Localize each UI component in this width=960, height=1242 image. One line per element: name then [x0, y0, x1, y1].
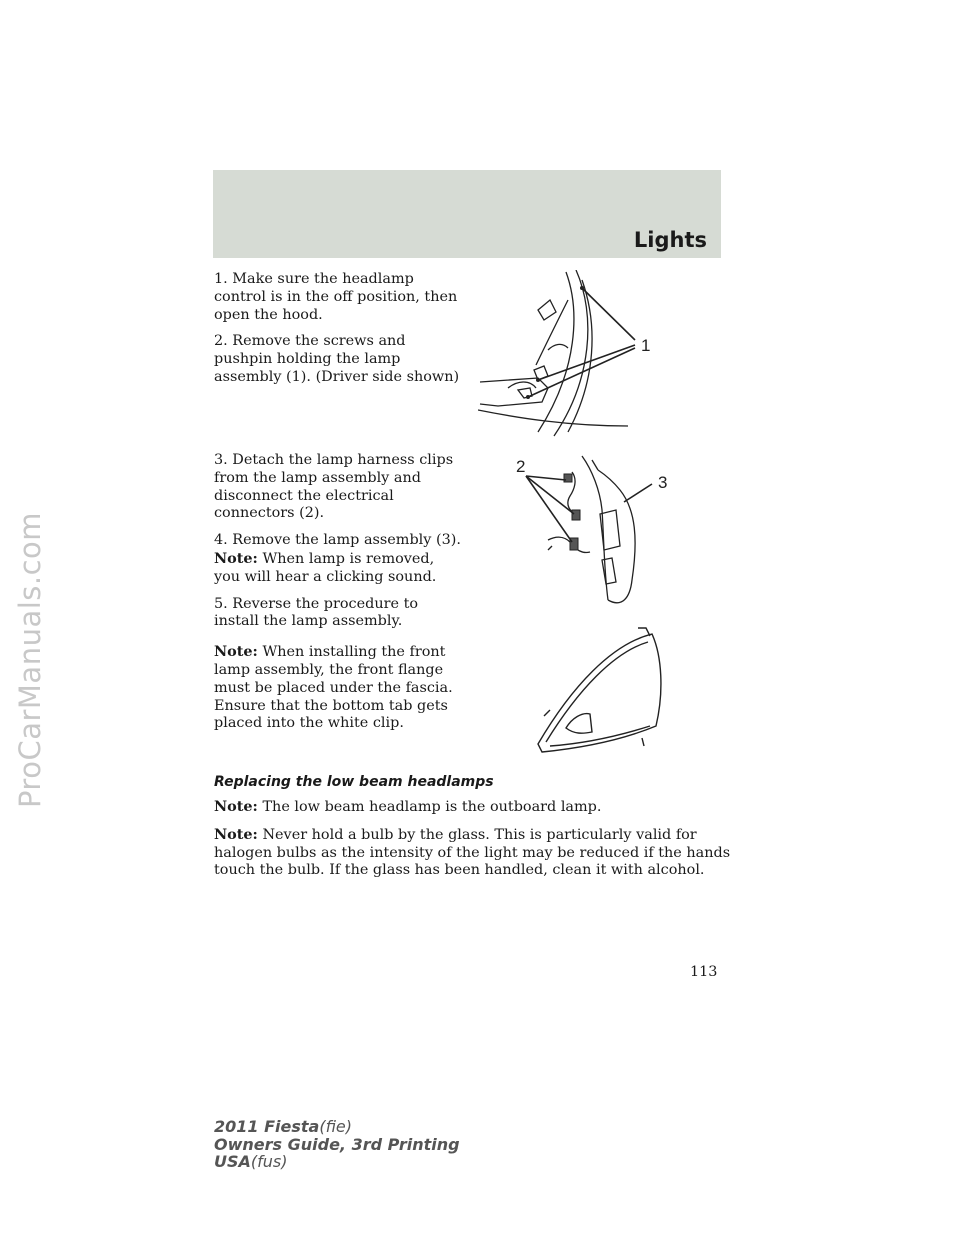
- subheading: Replacing the low beam headlamps: [214, 774, 494, 790]
- footer-model: 2011 Fiesta: [214, 1117, 320, 1136]
- footer-market-code: (fus): [250, 1152, 288, 1171]
- figure-lamp-screws: [478, 270, 668, 438]
- footer: [214, 1118, 460, 1171]
- page-number: 113: [690, 964, 718, 980]
- step-1: 1. Make sure the headlamp control is in the off position, then open the hood.: [214, 271, 458, 323]
- note-outboard-label: Note:: [214, 798, 258, 815]
- figure-lamp-assembly: [532, 626, 672, 760]
- step-4-note-label: Note:: [214, 549, 258, 567]
- footer-market: USA: [214, 1152, 251, 1171]
- install-note: [214, 643, 464, 733]
- callout-3: 3: [658, 473, 668, 492]
- step-2: 2. Remove the screws and pushpin holding the lamp assembly (1). (Driver side shown): [214, 333, 460, 385]
- step-4-note: When lamp is removed, you will hear a clicking sound.: [214, 550, 437, 585]
- footer-line-guide: [214, 1136, 460, 1154]
- callout-2: 2: [516, 457, 526, 476]
- footer-guide: Owners Guide, 3rd Printing: [214, 1134, 460, 1154]
- callout-1: 1: [641, 336, 651, 355]
- note-outboard: [214, 798, 734, 817]
- footer-model-code: (fie): [319, 1117, 353, 1136]
- footer-line-model: [214, 1118, 460, 1136]
- note-glass-label: Note:: [214, 825, 258, 843]
- figure-lamp-harness: [512, 450, 692, 610]
- lamp-harness-illustration: [512, 450, 692, 610]
- note-outboard-text: The low beam headlamp is the outboard lamp.: [262, 799, 602, 815]
- bulb-notes: [214, 798, 734, 889]
- steps-block-1: [214, 271, 464, 396]
- watermark: ProCarManuals.com: [13, 511, 47, 809]
- step-3: 3. Detach the lamp harness clips from the lamp assembly and disconnect the electrical connectors (2).: [214, 452, 454, 522]
- lamp-assembly-illustration: [532, 626, 672, 760]
- step-5: 5. Reverse the procedure to install the lamp assembly.: [214, 595, 419, 630]
- section-header-band: [213, 170, 721, 258]
- install-note-label: Note:: [214, 643, 258, 661]
- note-glass: [214, 826, 734, 880]
- steps-block-2: [214, 452, 464, 742]
- note-glass-text: Never hold a bulb by the glass. This is particularly valid for halogen bulbs as the intensity of the light may be reduced if the hands touch the bulb. If the glass has been handled, clean it with alcohol.: [214, 826, 731, 879]
- section-title: Lights: [633, 228, 707, 252]
- footer-line-market: [214, 1153, 460, 1171]
- step-4: [214, 532, 464, 586]
- step-4-text: 4. Remove the lamp assembly (3).: [214, 532, 461, 549]
- install-note-text: When installing the front lamp assembly, the front flange must be placed under the fascia. Ensure that the bottom tab gets placed into the white clip.: [214, 644, 453, 732]
- lamp-screws-illustration: [478, 270, 668, 438]
